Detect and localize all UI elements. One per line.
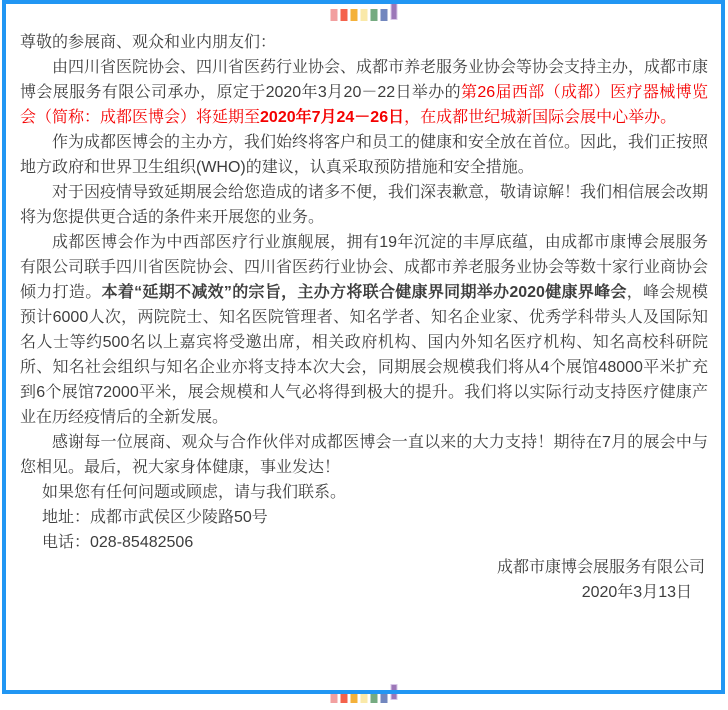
decor-bar [381,9,388,21]
decor-bar [331,9,338,21]
decor-bar [351,692,358,703]
address-line: 地址：成都市武侯区少陵路50号 [42,509,268,526]
decor-bar [371,9,378,21]
decor-bar [361,692,368,703]
paragraph-thanks: 感谢每一位展商、观众与合作伙伴对成都医博会一直以来的大力支持！期待在7月的展会中与您相见。最后，祝大家身体健康，事业发达！ [20,434,708,476]
bottom-decor-bars [331,684,398,703]
phone-line: 电话：028-85482506 [42,534,194,551]
summit-announcement-bold-text: 本着“延期不减效”的宗旨，主办方将联合健康界同期举办2020健康界峰会 [101,284,627,301]
signature-date: 2020年3月13日 [581,584,692,601]
decor-accent-bar [391,3,398,20]
decor-bar [381,692,388,703]
decor-bar [371,692,378,703]
salutation: 尊敬的参展商、观众和业内朋友们： [20,34,277,51]
decor-bar [351,9,358,21]
expansion-detail-text: ，峰会规模预计6000人次，两院院士、知名医院管理者、知名学者、知名企业家、优秀学科带头人及国际知名人士等约500名以上嘉宾将受邀出席，相关政府机构、国内外知名医疗机构、知名高校科研院所、知名社会组织与知名企业亦将支持本次大会，同期展会规模我们将从4个展馆48000平米扩充到6个展馆72000平米，展会规模和人气必将得到极大的提升。我们将以实际行动支持医疗健康产业在历经疫情后的全新发展。 [20,284,708,426]
paragraph-health-safety: 作为成都医博会的主办方，我们始终将客户和员工的健康和安全放在首位。因此，我们正按照地方政府和世界卫生组织(WHO)的建议，认真采取预防措施和安全措施。 [20,134,709,176]
decor-bar [331,692,338,703]
letter-content [20,30,708,605]
decor-bar [361,9,368,21]
decor-bar [341,9,348,21]
postponement-intro-text: 由四川省医院协会、四川省医药行业协会、成都市养老服务业协会等协会支持主办，成都市康博会展服务有限公司承办，原定于2020年3月20－22日举办的 [20,59,709,101]
contact-note: 如果您有任何问题或顾虑，请与我们联系。 [42,484,347,501]
paragraph-expansion [20,230,708,430]
venue-red-text: ，在成都世纪城新国际会展中心举办。 [404,109,677,126]
expansion-intro-text: 成都医博会作为中西部医疗行业旗舰展，拥有19年沉淀的丰厚底蕴，由成都市康博会展服务有限公司联手四川省医院协会、四川省医药行业协会、成都市养老服务业协会等数十家行业商协会倾力打造。 [20,234,709,301]
signature-company: 成都市康博会展服务有限公司 [496,559,705,576]
expo-name-red-text: 第26届西部（成都）医疗器械博览会（简称：成都医博会）将延期至 [20,84,708,126]
decor-accent-bar [391,684,398,700]
top-decor-bars [331,3,398,21]
paragraph-postponement [20,55,708,130]
new-dates-red-bold-text: 2020年7月24－26日 [260,109,405,126]
decor-bar [341,692,348,703]
paragraph-apology: 对于因疫情导致延期展会给您造成的诸多不便，我们深表歉意，敬请谅解！我们相信展会改期将为您提供更合适的条件来开展您的业务。 [20,184,709,226]
